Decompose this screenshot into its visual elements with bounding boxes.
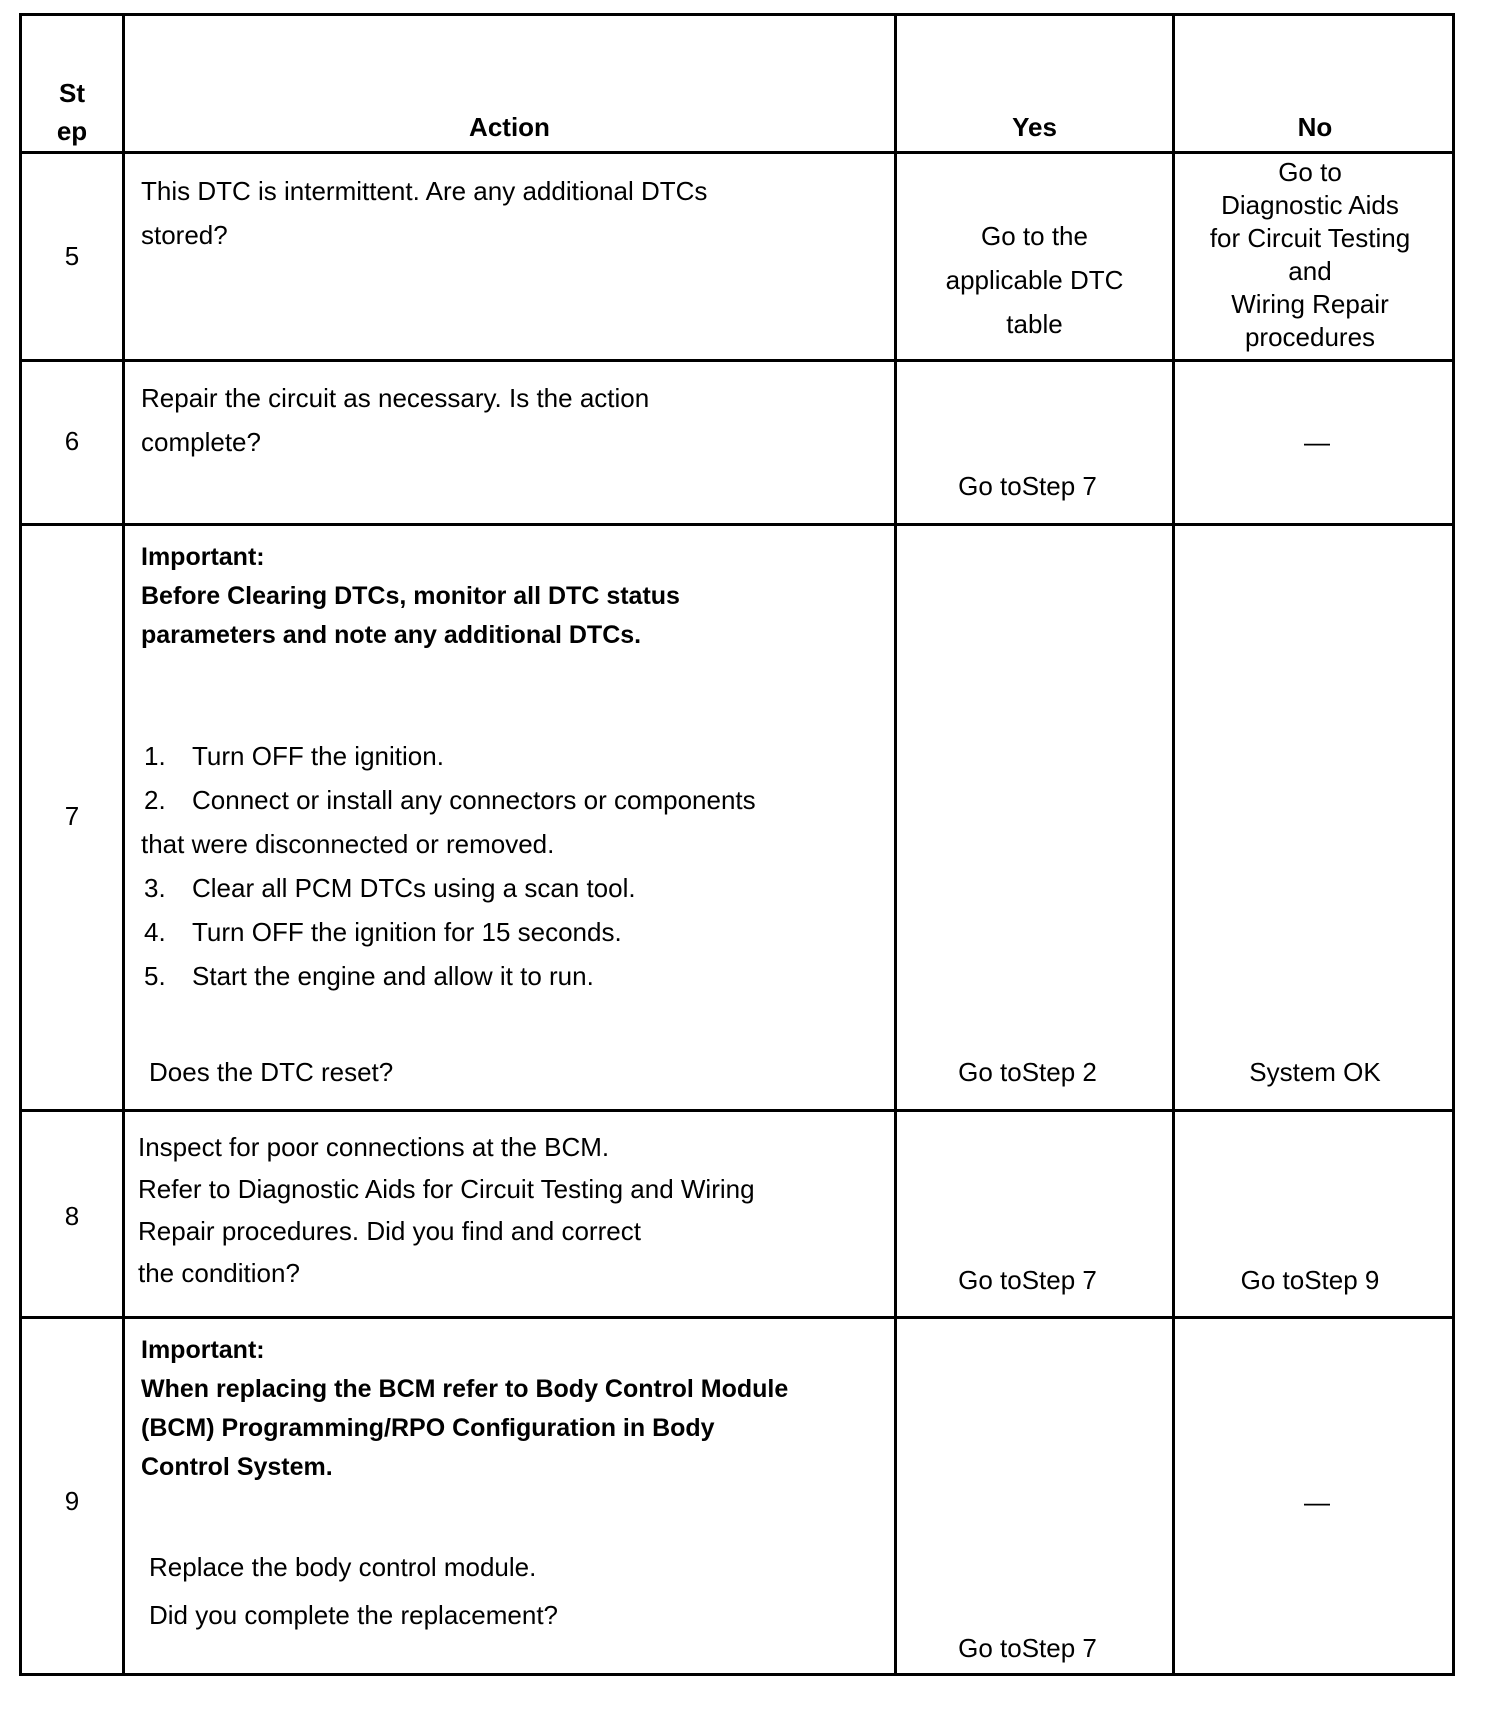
- list-text: Turn OFF the ignition.: [192, 741, 444, 771]
- important-label: Important:: [141, 543, 265, 571]
- yes-text: Go toStep 7: [958, 1265, 1097, 1295]
- list-number: 5.: [144, 961, 166, 991]
- step-number: 7: [64, 801, 80, 831]
- no-line: and: [1288, 256, 1332, 286]
- list-text: that were disconnected or removed.: [141, 829, 555, 859]
- no-line: procedures: [1244, 322, 1376, 352]
- header-step-line: ep: [56, 116, 88, 146]
- no-text: —: [1304, 427, 1330, 457]
- important-line: Control System.: [141, 1453, 333, 1481]
- row-divider: [22, 523, 1452, 526]
- list-text: Turn OFF the ignition for 15 seconds.: [192, 917, 622, 947]
- header-action: Action: [469, 112, 550, 142]
- action-line: Inspect for poor connections at the BCM.: [138, 1132, 610, 1162]
- column-divider: [122, 16, 125, 1673]
- yes-line: Go to the: [981, 221, 1088, 251]
- list-text: Connect or install any connectors or components: [192, 785, 756, 815]
- diagnostic-table: [19, 13, 1455, 1676]
- list-number: 1.: [144, 741, 166, 771]
- header-step: [22, 74, 122, 150]
- important-line: When replacing the BCM refer to Body Control Module: [141, 1375, 789, 1403]
- list-number: 2.: [144, 785, 166, 815]
- action-line: Repair the circuit as necessary. Is the action: [141, 383, 650, 413]
- list-item: [141, 778, 881, 822]
- header-step-line: St: [59, 78, 85, 108]
- no-line: for Circuit Testing: [1209, 223, 1411, 253]
- action-text: [138, 1126, 888, 1294]
- no-line: Wiring Repair: [1231, 289, 1389, 319]
- step-number: 9: [64, 1486, 80, 1516]
- list-item: [141, 734, 881, 778]
- action-text: [141, 376, 881, 464]
- list-item: [141, 866, 881, 910]
- yes-text: [897, 214, 1172, 346]
- important-line: parameters and note any additional DTCs.: [141, 621, 642, 649]
- yes-text: Go toStep 7: [958, 1633, 1097, 1663]
- step-number: 8: [64, 1201, 80, 1231]
- no-text: [1175, 156, 1445, 354]
- action-line: Did you complete the replacement?: [149, 1600, 559, 1630]
- yes-line: applicable DTC: [945, 265, 1124, 295]
- no-text: System OK: [1249, 1057, 1381, 1087]
- action-line: the condition?: [138, 1258, 300, 1288]
- important-label: Important:: [141, 1336, 265, 1364]
- yes-line: table: [1006, 309, 1063, 339]
- no-text: —: [1304, 1487, 1330, 1517]
- question-text: Does the DTC reset?: [149, 1057, 394, 1087]
- important-note: [141, 538, 881, 655]
- row-divider: [22, 1316, 1452, 1319]
- action-line: Refer to Diagnostic Aids for Circuit Testing and Wiring: [138, 1174, 755, 1204]
- important-line: Before Clearing DTCs, monitor all DTC status: [141, 582, 680, 610]
- list-item: [141, 910, 881, 954]
- list-item: [141, 954, 881, 998]
- yes-text: Go toStep 7: [958, 471, 1097, 501]
- row-divider: [22, 359, 1452, 362]
- action-text: [141, 169, 881, 257]
- action-line: Replace the body control module.: [149, 1552, 537, 1582]
- action-line: stored?: [141, 220, 228, 250]
- action-text: [149, 1543, 889, 1639]
- important-note: [141, 1331, 886, 1487]
- no-text: Go toStep 9: [1240, 1265, 1380, 1295]
- list-item: [141, 822, 881, 866]
- action-line: This DTC is intermittent. Are any additional DTCs: [141, 176, 708, 206]
- list-text: Start the engine and allow it to run.: [192, 961, 594, 991]
- list-number: 3.: [144, 873, 166, 903]
- yes-text: Go toStep 2: [958, 1057, 1097, 1087]
- action-line: Repair procedures. Did you find and correct: [138, 1216, 641, 1246]
- action-list: [141, 734, 881, 998]
- header-yes: Yes: [1012, 112, 1057, 142]
- row-divider: [22, 1109, 1452, 1112]
- list-text: Clear all PCM DTCs using a scan tool.: [192, 873, 636, 903]
- no-line: Diagnostic Aids: [1221, 190, 1399, 220]
- step-number: 5: [64, 241, 80, 271]
- list-number: 4.: [144, 917, 166, 947]
- row-divider: [22, 151, 1452, 154]
- no-line: Go to: [1278, 157, 1342, 187]
- step-number: 6: [64, 426, 80, 456]
- header-no: No: [1297, 112, 1333, 142]
- action-line: complete?: [141, 427, 261, 457]
- important-line: (BCM) Programming/RPO Configuration in Body: [141, 1414, 715, 1442]
